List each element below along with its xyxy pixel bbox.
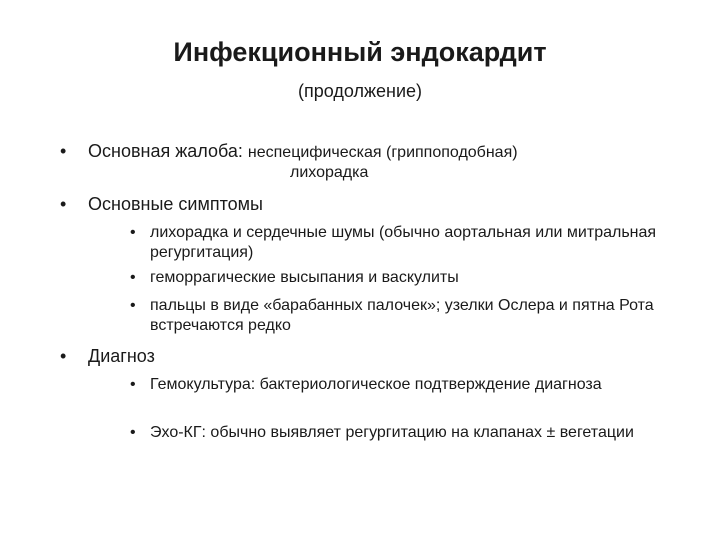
sub-bullet xyxy=(130,296,670,336)
slide-title: Инфекционный эндокардит xyxy=(173,37,547,67)
sub-bullet-text: пальцы в виде «барабанных палочек»; узелки Ослера и пятна Рота встречаются редко xyxy=(150,297,654,334)
sub-bullet xyxy=(130,223,670,263)
sub-bullet xyxy=(130,375,670,395)
bullet-diagnosis xyxy=(60,345,688,367)
sub-bullet-dot: • xyxy=(130,269,136,286)
bullet-text: неспецифическая (гриппоподобная) xyxy=(247,144,518,161)
bullet-main-complaint xyxy=(60,140,688,181)
sub-bullet-text: лихорадка и сердечные шумы (обычно аортальная или митральная регургитация) xyxy=(150,224,657,261)
bullet-continuation: лихорадка xyxy=(290,164,369,181)
bullet-dot: • xyxy=(60,346,67,366)
sub-bullet xyxy=(130,423,670,443)
sub-bullet-text: геморрагические высыпания и васкулиты xyxy=(150,269,459,286)
bullet-lead: Диагноз xyxy=(88,346,155,366)
sub-bullet xyxy=(130,268,670,288)
slide-subtitle: (продолжение) xyxy=(297,81,423,101)
bullet-main-symptoms xyxy=(60,193,688,215)
sub-bullet-text: Гемокультура: бактериологическое подтверждение диагноза xyxy=(150,376,602,393)
bullet-dot: • xyxy=(60,194,67,214)
bullet-dot: • xyxy=(60,141,67,161)
sub-bullet-dot: • xyxy=(130,224,136,241)
sub-bullet-dot: • xyxy=(130,376,136,393)
sub-bullet-dot: • xyxy=(130,424,136,441)
sub-bullet-text: Эхо-КГ: обычно выявляет регургитацию на клапанах ± вегетации xyxy=(150,424,634,441)
bullet-lead: Основная жалоба: xyxy=(88,141,243,161)
sub-bullet-dot: • xyxy=(130,297,136,314)
bullet-lead: Основные симптомы xyxy=(88,194,263,214)
